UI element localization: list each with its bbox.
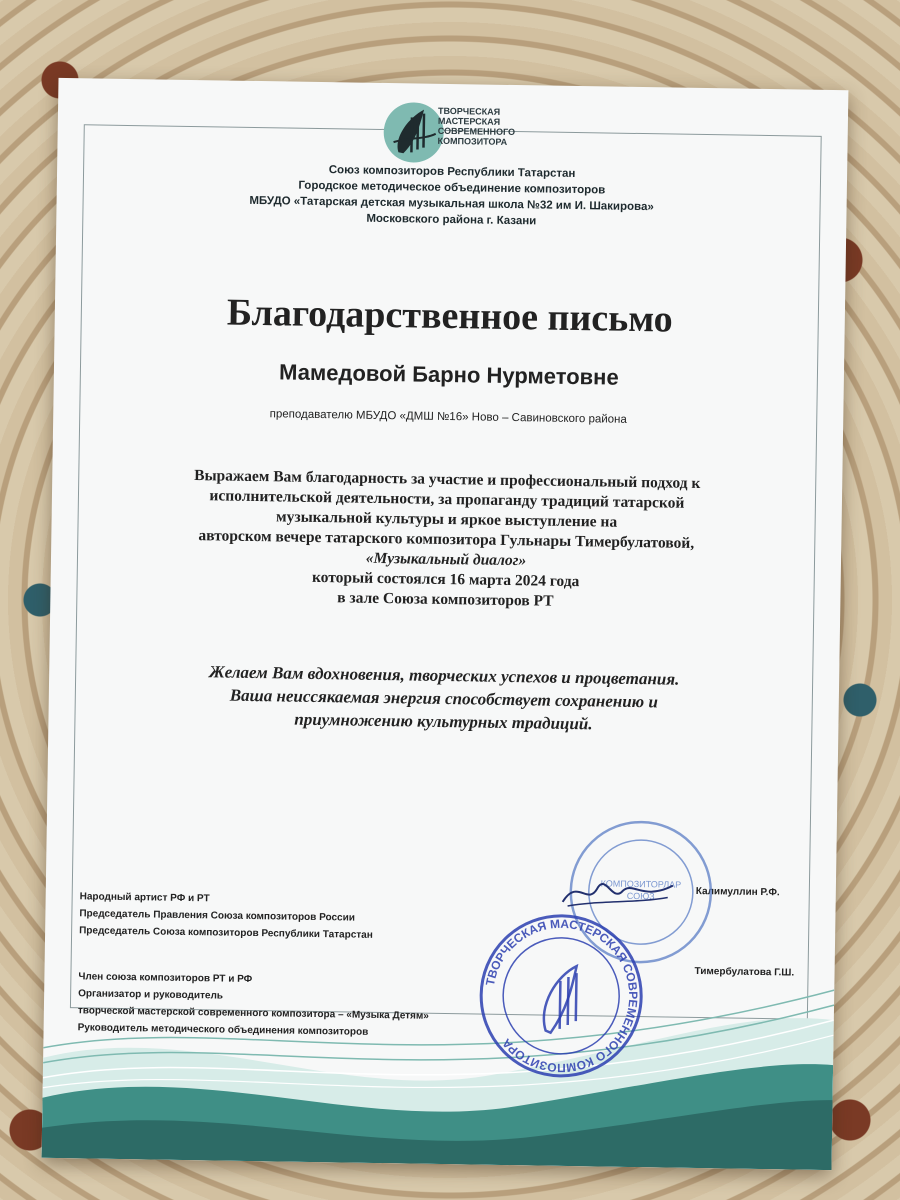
header-line-3: МБУДО «Татарская детская музыкальная школа №32 им И. Шакирова» [249,194,654,214]
logo-line-3: СОВРЕМЕННОГО [437,125,516,138]
issuer-header [56,158,847,234]
sig1-line-3: Председатель Союза композиторов Республики Татарстан [79,925,373,941]
svg-text:КОМПОЗИТОРЛАР: КОМПОЗИТОРЛАР [600,878,682,890]
body-line-1: Выражаем Вам благодарность за участие и профессиональный подход к [194,467,701,492]
wish-line-2: Ваша неиссякаемая энергия способствует сохранению и [229,685,659,712]
sig1-line-1: Народный артист РФ и РТ [79,891,210,905]
sig2-line-3: творческой мастерской современного композитора – «Музыка Детям» [77,1005,429,1022]
logo-line-4: КОМПОЗИТОРА [437,135,508,147]
svg-text:ТВОРЧЕСКАЯ МАСТЕРСКАЯ СОВРЕМЕН: ТВОРЧЕСКАЯ МАСТЕРСКАЯ СОВРЕМЕННОГО КОМПОЗИТОРА [482,916,641,1075]
signatory-1-titles [79,888,373,944]
sig2-line-4: Руководитель методического объединения композиторов [77,1022,369,1038]
certificate-sheet [42,78,849,1170]
wishes-text [78,658,809,738]
signatory-2-titles [77,968,429,1042]
logo-line-2: МАСТЕРСКАЯ [437,115,501,127]
body-line-6: который состоялся 16 марта 2024 года [311,568,580,591]
recipient-position: преподавателю МБУДО «ДМШ №16» Ново – Савиновского района [269,408,627,426]
sig2-line-2: Организатор и руководитель [78,988,224,1002]
body-line-2: исполнительской деятельности, за пропаганду традиций татарской [209,487,685,512]
sig2-line-1: Член союза композиторов РТ и РФ [78,971,253,986]
handwritten-signature [557,872,678,914]
wish-line-1: Желаем Вам вдохновения, творческих успехов и процветания. [208,662,680,689]
svg-text:СОЮЗ: СОЮЗ [626,890,655,902]
signatory-1-name: Калимуллин Р.Ф. [695,885,780,899]
document-title: Благодарственное письмо [226,291,673,341]
gratitude-text [90,464,802,615]
header-line-2: Городское методическое объединение композиторов [298,179,606,197]
body-line-7: в зале Союза композиторов РТ [337,589,554,610]
logo-text [438,106,559,148]
sig1-line-2: Председатель Правления Союза композиторов России [79,908,356,924]
header-line-4: Московского района г. Казани [366,212,537,228]
signatory-2-name: Тимербулатова Г.Ш. [694,965,795,979]
header-line-1: Союз композиторов Республики Татарстан [328,164,576,180]
logo-line-1: ТВОРЧЕСКАЯ [437,105,501,117]
event-name: «Музыкальный диалог» [365,549,527,570]
workshop-blue-stamp [475,910,648,1083]
body-line-4: авторском вечере татарского композитора Гульнары Тимербулатовой, [198,527,695,552]
body-line-3: музыкальной культуры и яркое выступление на [275,508,618,531]
recipient-name: Мамедовой Барно Нурметовне [278,359,619,390]
wish-line-3: приумножению культурных традиций. [294,709,593,734]
